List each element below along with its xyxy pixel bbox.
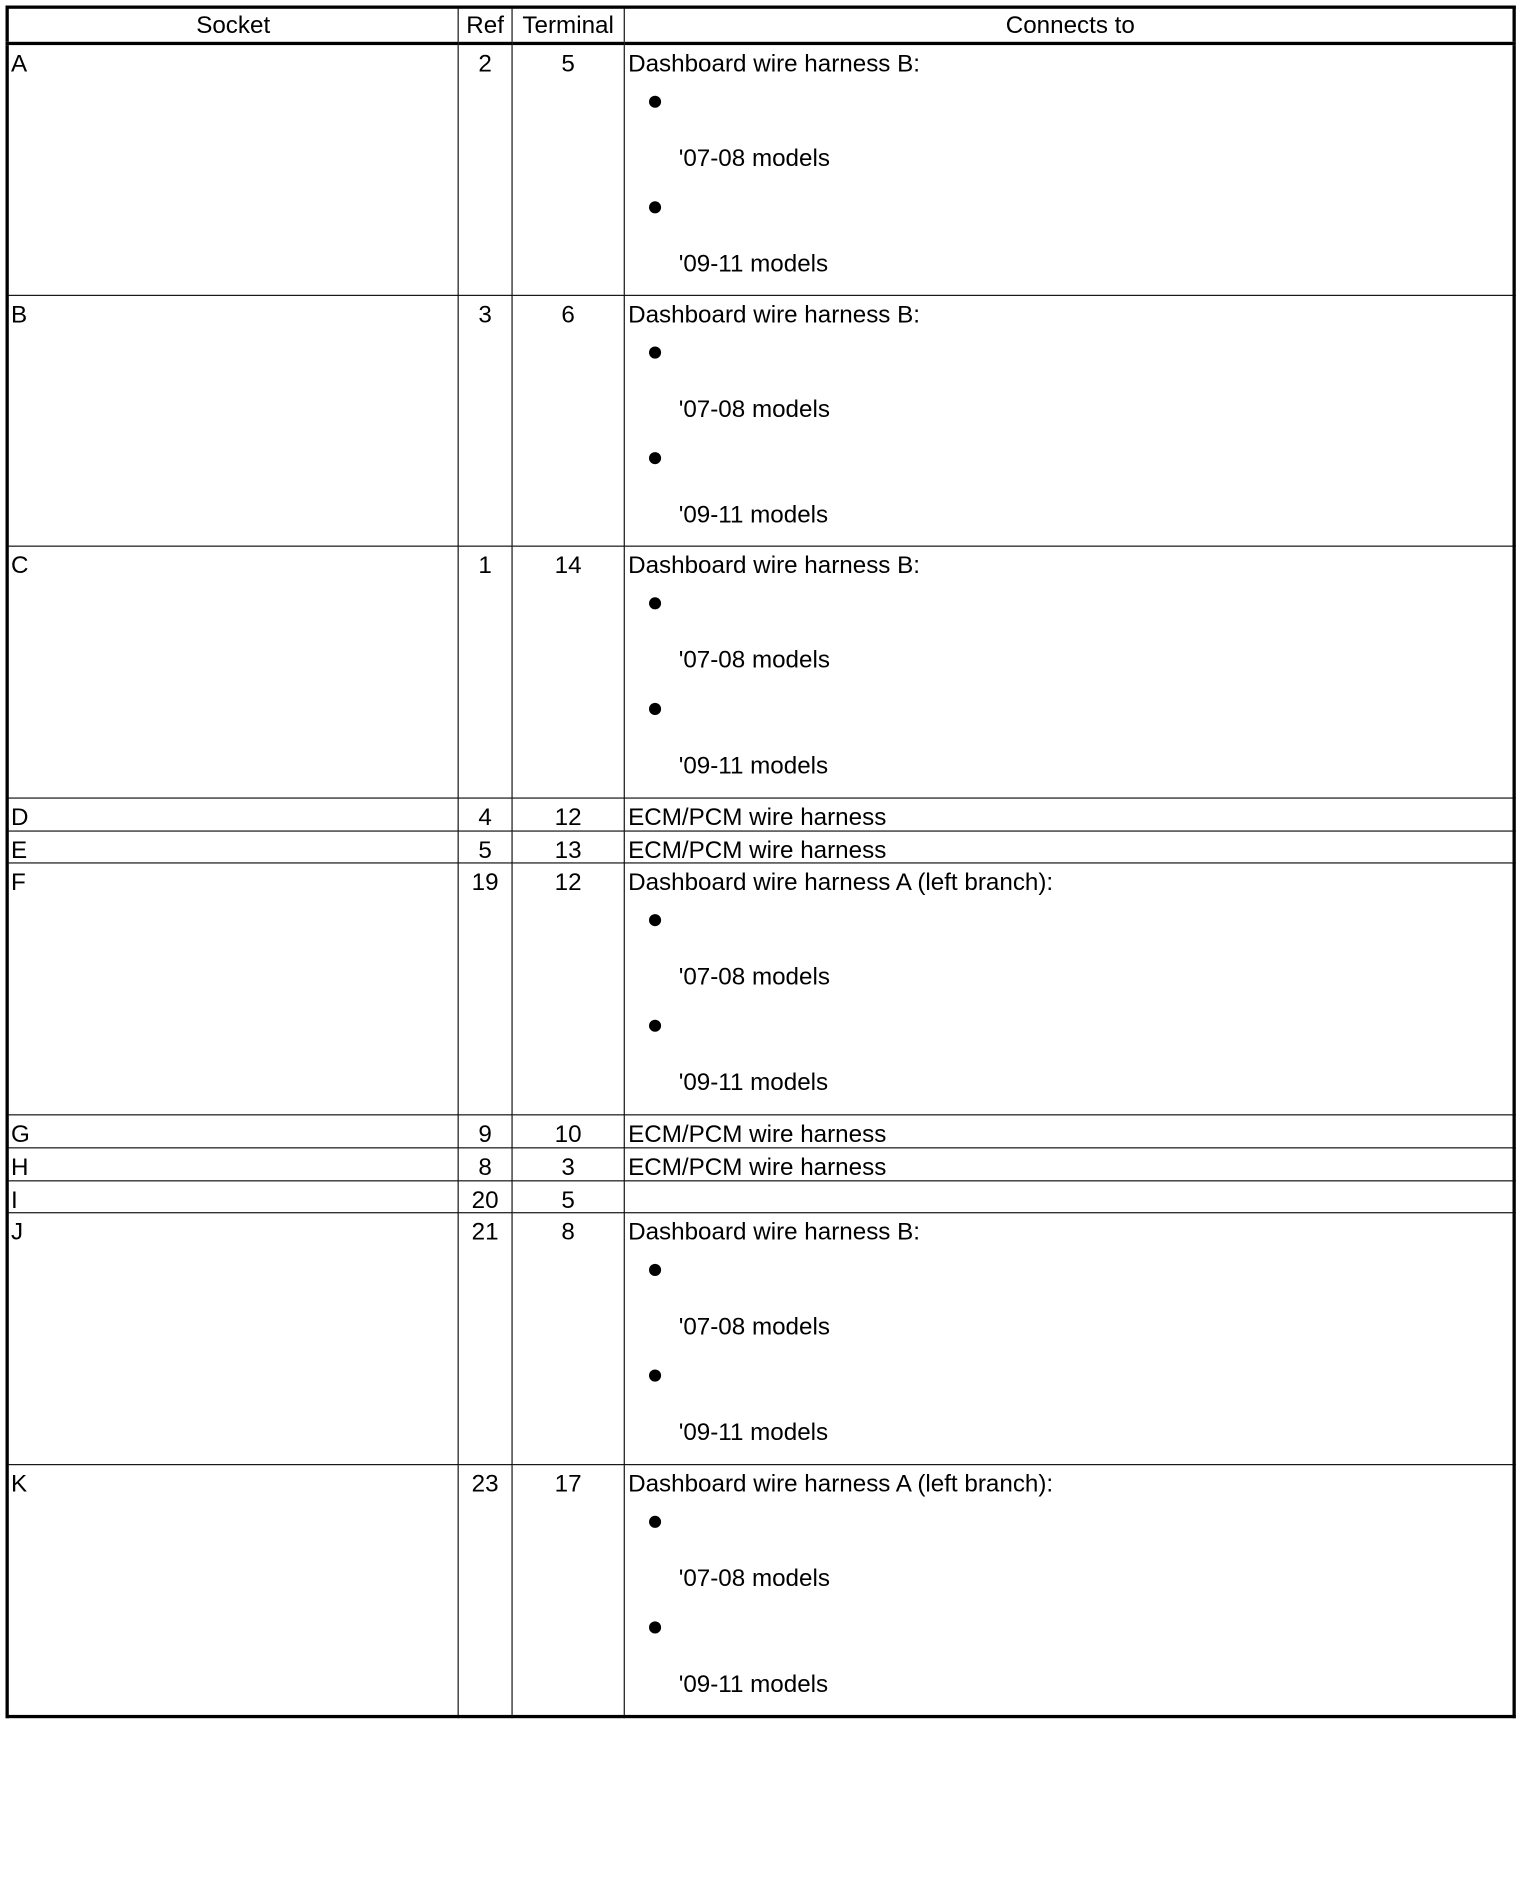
model-range: '07-08 models bbox=[678, 963, 830, 991]
table-row bbox=[7, 1147, 1514, 1180]
table-row bbox=[7, 1213, 1514, 1464]
bullet bbox=[628, 1496, 1512, 1547]
connects-text: Dashboard wire harness B: bbox=[628, 551, 920, 580]
model-range: '09-11 models bbox=[678, 1669, 829, 1697]
terminal-cell: 10 bbox=[512, 1114, 624, 1147]
bullet-dot-icon bbox=[649, 347, 661, 359]
bullet-dot-icon bbox=[649, 1515, 661, 1527]
model-range: '09-11 models bbox=[678, 1418, 829, 1446]
bullet-dot-icon bbox=[649, 703, 661, 715]
bullet bbox=[628, 182, 1512, 233]
ref-cell: 9 bbox=[458, 1114, 512, 1147]
ref-cell: 5 bbox=[458, 831, 512, 864]
socket-cell: A bbox=[7, 43, 458, 295]
terminal-cell: 5 bbox=[512, 1180, 624, 1213]
ref-cell: 8 bbox=[458, 1147, 512, 1180]
connects-cell bbox=[624, 296, 1514, 547]
model-range: '07-08 models bbox=[678, 646, 830, 674]
connects-cell bbox=[624, 863, 1514, 1114]
ref-cell: 2 bbox=[458, 43, 512, 295]
table-body bbox=[7, 43, 1514, 1716]
terminal-cell: 8 bbox=[512, 1213, 624, 1464]
ref-cell: 19 bbox=[458, 863, 512, 1114]
table-row bbox=[7, 547, 1514, 798]
header-connects-to: Connects to bbox=[624, 7, 1514, 43]
header-terminal: Terminal bbox=[512, 7, 624, 43]
socket-cell: C bbox=[7, 547, 458, 798]
model-range: '09-11 models bbox=[678, 751, 829, 780]
bullet bbox=[628, 895, 1512, 946]
terminal-cell: 12 bbox=[512, 798, 624, 831]
model-range: '07-08 models bbox=[678, 144, 830, 172]
bullet bbox=[628, 578, 1512, 629]
bullet-dot-icon bbox=[649, 598, 661, 610]
table-row bbox=[7, 1114, 1514, 1147]
connects-cell: ECM/PCM wire harness bbox=[624, 1147, 1514, 1180]
table-row bbox=[7, 831, 1514, 864]
terminal-cell: 5 bbox=[512, 43, 624, 295]
ref-cell: 4 bbox=[458, 798, 512, 831]
header-row bbox=[7, 7, 1514, 43]
bullet-dot-icon bbox=[649, 1264, 661, 1276]
connects-cell bbox=[624, 1180, 1514, 1213]
table-row bbox=[7, 1464, 1514, 1716]
connects-cell bbox=[624, 1213, 1514, 1464]
bullet bbox=[628, 433, 1512, 484]
socket-cell: I bbox=[7, 1180, 458, 1213]
connector-table bbox=[6, 6, 1516, 1719]
connects-text: Dashboard wire harness B: bbox=[628, 49, 920, 77]
socket-cell: D bbox=[7, 798, 458, 831]
connects-text: Dashboard wire harness A (left branch): bbox=[628, 868, 1054, 896]
connects-cell bbox=[624, 547, 1514, 798]
connects-text: Dashboard wire harness A (left branch): bbox=[628, 1469, 1054, 1497]
ref-cell: 3 bbox=[458, 296, 512, 547]
bullet bbox=[628, 1000, 1512, 1051]
terminal-cell: 3 bbox=[512, 1147, 624, 1180]
connects-cell bbox=[624, 1464, 1514, 1716]
socket-cell: K bbox=[7, 1464, 458, 1716]
header-socket: Socket bbox=[7, 7, 458, 43]
connects-text: Dashboard wire harness B: bbox=[628, 1218, 920, 1246]
table-row bbox=[7, 1180, 1514, 1213]
socket-cell: B bbox=[7, 296, 458, 547]
connects-cell bbox=[624, 43, 1514, 295]
model-range: '09-11 models bbox=[678, 500, 829, 529]
ref-cell: 23 bbox=[458, 1464, 512, 1716]
connects-cell: ECM/PCM wire harness bbox=[624, 1114, 1514, 1147]
terminal-cell: 13 bbox=[512, 831, 624, 864]
bullet-dot-icon bbox=[649, 1621, 661, 1633]
model-range: '07-08 models bbox=[678, 1312, 830, 1341]
connects-cell: ECM/PCM wire harness bbox=[624, 831, 1514, 864]
bullet bbox=[628, 1245, 1512, 1296]
socket-cell: G bbox=[7, 1114, 458, 1147]
socket-cell: E bbox=[7, 831, 458, 864]
bullet bbox=[628, 76, 1512, 127]
ref-cell: 1 bbox=[458, 547, 512, 798]
connects-cell: ECM/PCM wire harness bbox=[624, 798, 1514, 831]
table-row bbox=[7, 296, 1514, 547]
model-range: '09-11 models bbox=[678, 249, 829, 278]
terminal-cell: 6 bbox=[512, 296, 624, 547]
ref-cell: 21 bbox=[458, 1213, 512, 1464]
connects-text: Dashboard wire harness B: bbox=[628, 300, 920, 329]
table-row bbox=[7, 798, 1514, 831]
model-range: '09-11 models bbox=[678, 1068, 829, 1097]
model-range: '07-08 models bbox=[678, 395, 830, 423]
terminal-cell: 14 bbox=[512, 547, 624, 798]
socket-cell: J bbox=[7, 1213, 458, 1464]
socket-cell: H bbox=[7, 1147, 458, 1180]
model-range: '07-08 models bbox=[678, 1563, 830, 1592]
table-row bbox=[7, 43, 1514, 295]
bullet-dot-icon bbox=[649, 96, 661, 108]
bullet-dot-icon bbox=[649, 452, 661, 464]
bullet-dot-icon bbox=[649, 915, 661, 927]
ref-cell: 20 bbox=[458, 1180, 512, 1213]
table-row bbox=[7, 863, 1514, 1114]
terminal-cell: 12 bbox=[512, 863, 624, 1114]
bullet bbox=[628, 327, 1512, 378]
bullet bbox=[628, 684, 1512, 735]
terminal-cell: 17 bbox=[512, 1464, 624, 1716]
header-ref: Ref bbox=[458, 7, 512, 43]
bullet bbox=[628, 1601, 1512, 1652]
socket-cell: F bbox=[7, 863, 458, 1114]
bullet-dot-icon bbox=[649, 201, 661, 213]
bullet bbox=[628, 1350, 1512, 1401]
bullet-dot-icon bbox=[649, 1370, 661, 1382]
bullet-dot-icon bbox=[649, 1020, 661, 1032]
